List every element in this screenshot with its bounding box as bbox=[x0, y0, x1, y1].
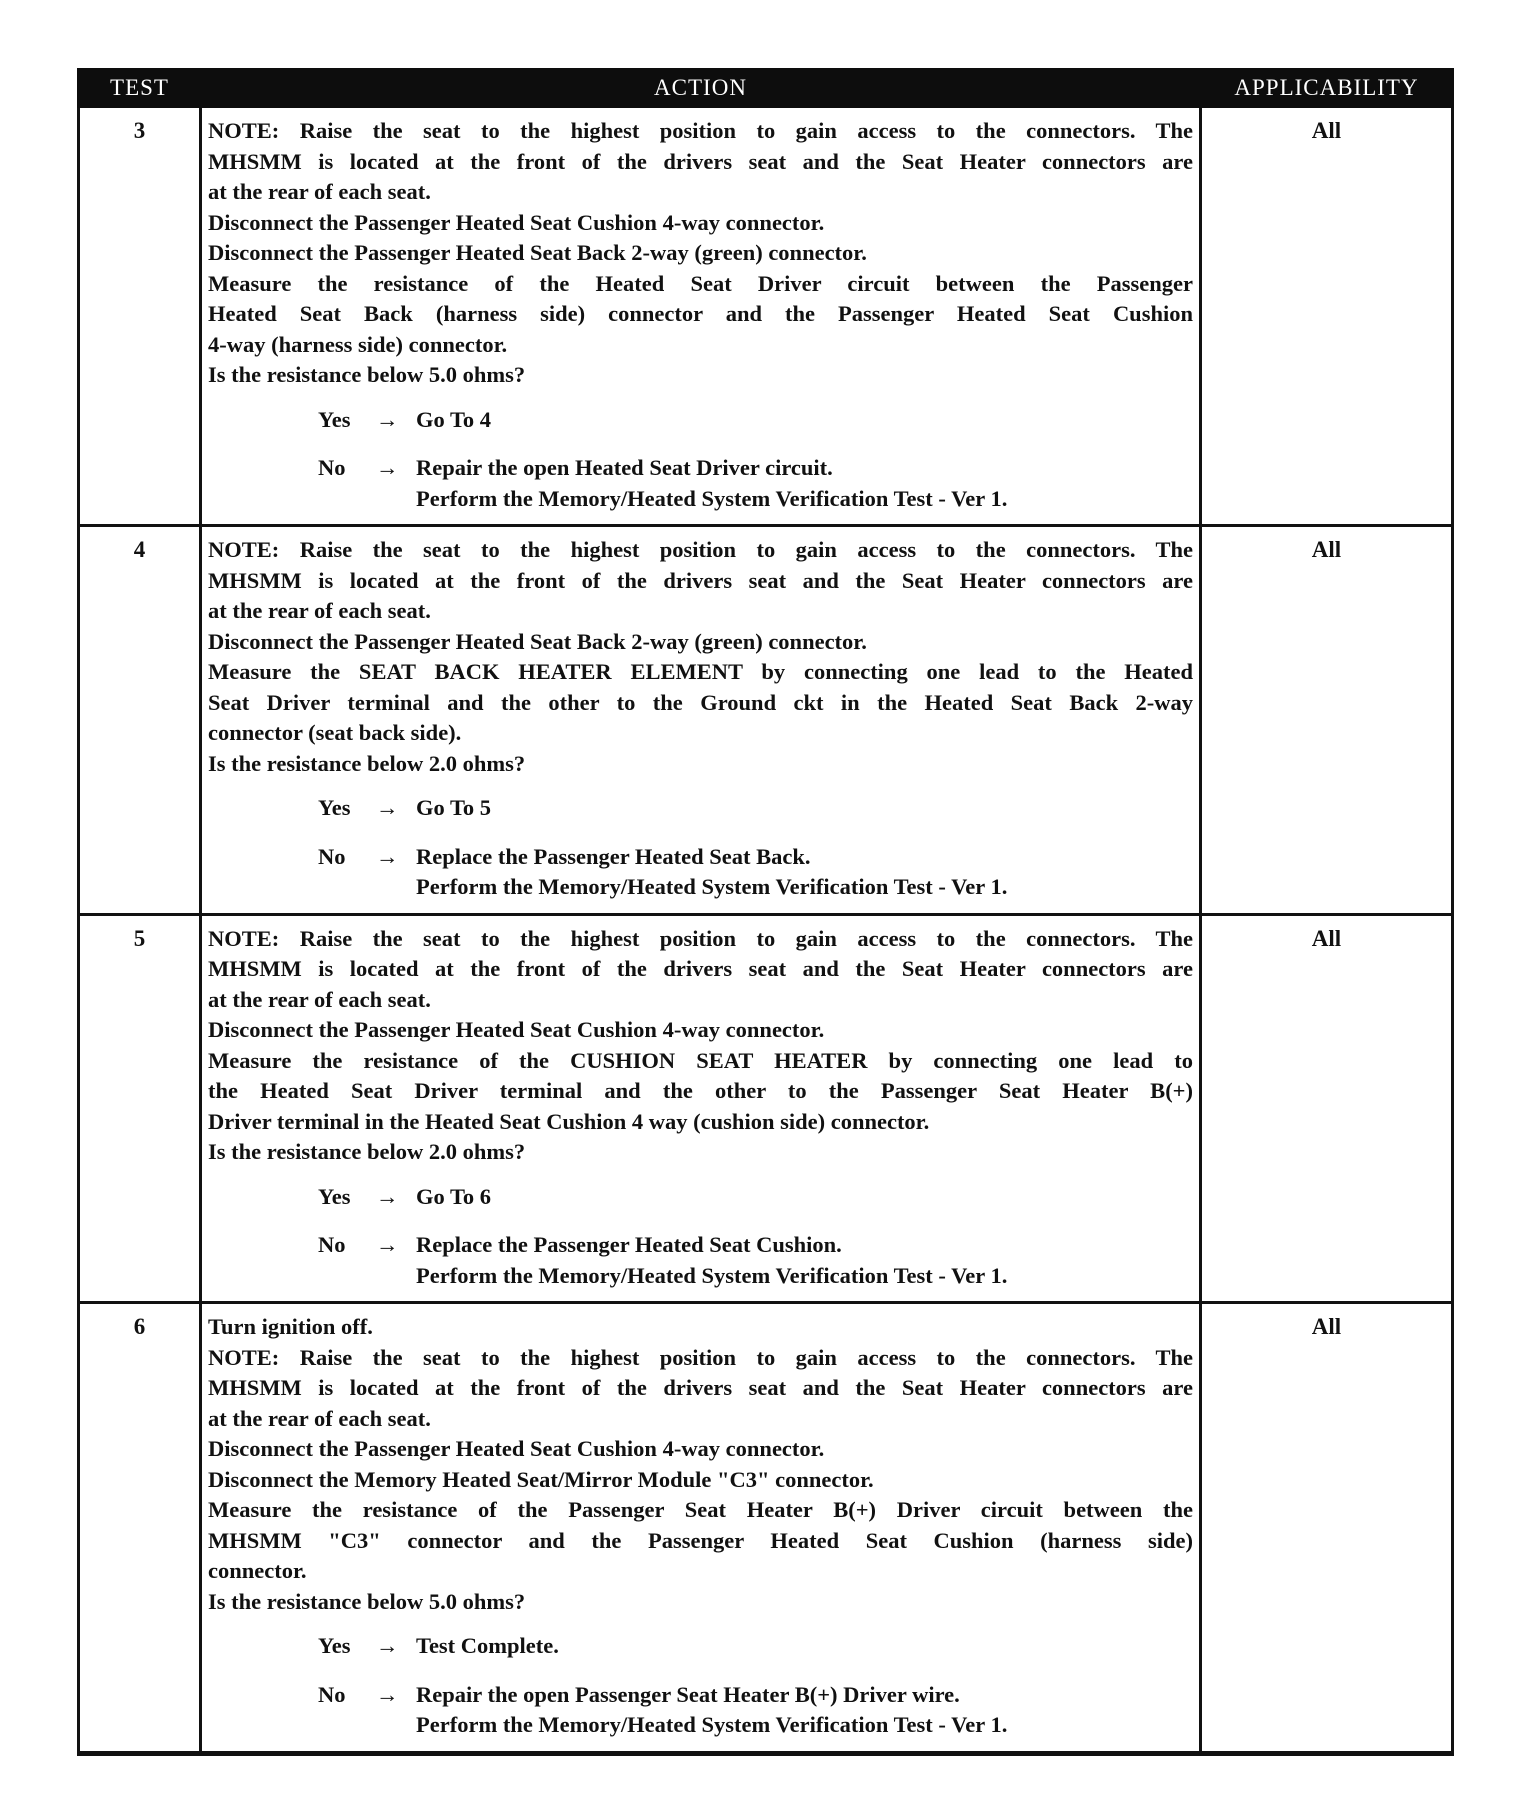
table-row bbox=[79, 526, 1453, 915]
action-line: the Heated Seat Driver terminal and the other to the Passenger Seat Heater B(+) bbox=[208, 1078, 1193, 1103]
action-line: Disconnect the Passenger Heated Seat Cushion 4-way connector. bbox=[208, 1436, 825, 1461]
table-header-row bbox=[79, 70, 1453, 107]
result-line: Perform the Memory/Heated System Verification Test - Ver 1. bbox=[416, 1262, 1008, 1288]
header-action: ACTION bbox=[201, 70, 1201, 107]
action-line: NOTE: Raise the seat to the highest position to gain access to the connectors. The bbox=[208, 925, 1193, 951]
arrow-right-icon: → bbox=[376, 843, 399, 869]
no-answer bbox=[318, 1230, 1193, 1291]
no-label: No bbox=[318, 1681, 346, 1707]
arrow-right-icon: → bbox=[376, 795, 399, 820]
action-line: Is the resistance below 2.0 ohms? bbox=[208, 750, 526, 776]
action-line: MHSMM is located at the front of the drivers seat and the Seat Heater connectors are bbox=[208, 1375, 1193, 1400]
no-result bbox=[416, 453, 1193, 514]
yes-answer bbox=[318, 793, 1193, 824]
table-row bbox=[79, 107, 1453, 526]
action-cell bbox=[201, 1303, 1201, 1754]
action-line: Measure the resistance of the Heated Seat Driver circuit between the Passenger bbox=[208, 270, 1193, 296]
arrow-right-icon: → bbox=[376, 455, 399, 480]
arrow-right-icon: → bbox=[376, 406, 399, 432]
no-answer bbox=[318, 842, 1193, 903]
action-line: MHSMM is located at the front of the drivers seat and the Seat Heater connectors are bbox=[208, 567, 1193, 593]
result-line: Perform the Memory/Heated System Verification Test - Ver 1. bbox=[416, 1712, 1008, 1737]
no-label: No bbox=[318, 1232, 346, 1257]
result-line: Test Complete. bbox=[416, 1633, 559, 1658]
action-line: Driver terminal in the Heated Seat Cushion 4 way (cushion side) connector. bbox=[208, 1108, 930, 1134]
result-line: Repair the open Heated Seat Driver circuit. bbox=[416, 455, 833, 480]
result-line: Go To 5 bbox=[416, 795, 492, 820]
action-line: NOTE: Raise the seat to the highest position to gain access to the connectors. The bbox=[208, 118, 1193, 143]
yes-answer bbox=[318, 405, 1193, 436]
table-body bbox=[79, 107, 1453, 1754]
diagnostic-test-table bbox=[77, 68, 1454, 1756]
action-line: connector. bbox=[208, 1558, 307, 1583]
action-line: MHSMM "C3" connector and the Passenger Heated Seat Cushion (harness side) bbox=[208, 1527, 1193, 1553]
action-line: at the rear of each seat. bbox=[208, 598, 431, 623]
arrow-right-icon: → bbox=[376, 1183, 399, 1209]
result-line: Perform the Memory/Heated System Verification Test - Ver 1. bbox=[416, 874, 1008, 899]
yes-result bbox=[416, 1182, 1193, 1213]
arrow-right-icon: → bbox=[376, 1232, 399, 1257]
action-line: Disconnect the Memory Heated Seat/Mirror Module "C3" connector. bbox=[208, 1466, 874, 1492]
action-line: at the rear of each seat. bbox=[208, 986, 431, 1012]
arrow-right-icon: → bbox=[376, 1633, 399, 1658]
yes-result bbox=[416, 1631, 1193, 1662]
applicability-value: All bbox=[1201, 526, 1453, 915]
yes-label: Yes bbox=[318, 406, 351, 432]
yes-answer bbox=[318, 1182, 1193, 1213]
test-number: 5 bbox=[79, 914, 201, 1303]
action-line: Disconnect the Passenger Heated Seat Back 2-way (green) connector. bbox=[208, 240, 867, 265]
action-line: Disconnect the Passenger Heated Seat Cushion 4-way connector. bbox=[208, 209, 825, 235]
test-number: 6 bbox=[79, 1303, 201, 1754]
header-test: TEST bbox=[79, 70, 201, 107]
action-line: Measure the resistance of the CUSHION SEAT HEATER by connecting one lead to bbox=[208, 1047, 1193, 1073]
action-line: Is the resistance below 5.0 ohms? bbox=[208, 1588, 526, 1614]
action-line: Measure the SEAT BACK HEATER ELEMENT by connecting one lead to the Heated bbox=[208, 659, 1193, 684]
action-line: Heated Seat Back (harness side) connector and the Passenger Heated Seat Cushion bbox=[208, 301, 1193, 326]
action-cell bbox=[201, 914, 1201, 1303]
no-result bbox=[416, 842, 1193, 903]
action-line: at the rear of each seat. bbox=[208, 1405, 431, 1431]
result-line: Repair the open Passenger Seat Heater B(+) Driver wire. bbox=[416, 1681, 960, 1707]
yes-answer bbox=[318, 1631, 1193, 1662]
no-answer bbox=[318, 1680, 1193, 1741]
action-line: Turn ignition off. bbox=[208, 1314, 373, 1339]
result-line: Replace the Passenger Heated Seat Cushion. bbox=[416, 1232, 842, 1257]
yes-label: Yes bbox=[318, 1633, 351, 1658]
no-result bbox=[416, 1680, 1193, 1741]
action-line: connector (seat back side). bbox=[208, 720, 462, 745]
applicability-value: All bbox=[1201, 914, 1453, 1303]
action-line: Measure the resistance of the Passenger Seat Heater B(+) Driver circuit between the bbox=[208, 1497, 1193, 1522]
applicability-value: All bbox=[1201, 1303, 1453, 1754]
action-line: at the rear of each seat. bbox=[208, 179, 431, 204]
header-applicability: APPLICABILITY bbox=[1201, 70, 1453, 107]
yes-result bbox=[416, 793, 1193, 824]
arrow-right-icon: → bbox=[376, 1681, 399, 1707]
applicability-value: All bbox=[1201, 107, 1453, 526]
action-line: NOTE: Raise the seat to the highest position to gain access to the connectors. The bbox=[208, 1344, 1193, 1370]
no-answer bbox=[318, 453, 1193, 514]
action-line: NOTE: Raise the seat to the highest position to gain access to the connectors. The bbox=[208, 537, 1193, 562]
no-label: No bbox=[318, 843, 346, 869]
action-line: Seat Driver terminal and the other to the Ground ckt in the Heated Seat Back 2-way bbox=[208, 689, 1193, 715]
table-row bbox=[79, 914, 1453, 1303]
result-line: Perform the Memory/Heated System Verification Test - Ver 1. bbox=[416, 485, 1008, 511]
action-line: MHSMM is located at the front of the drivers seat and the Seat Heater connectors are bbox=[208, 956, 1193, 981]
no-result bbox=[416, 1230, 1193, 1291]
result-line: Replace the Passenger Heated Seat Back. bbox=[416, 843, 811, 869]
yes-result bbox=[416, 405, 1193, 436]
action-line: Disconnect the Passenger Heated Seat Back 2-way (green) connector. bbox=[208, 628, 867, 654]
action-cell bbox=[201, 107, 1201, 526]
action-line: MHSMM is located at the front of the drivers seat and the Seat Heater connectors are bbox=[208, 148, 1193, 174]
action-line: Is the resistance below 2.0 ohms? bbox=[208, 1139, 526, 1164]
yes-label: Yes bbox=[318, 795, 351, 820]
yes-label: Yes bbox=[318, 1183, 351, 1209]
test-number: 3 bbox=[79, 107, 201, 526]
table-row bbox=[79, 1303, 1453, 1754]
test-number: 4 bbox=[79, 526, 201, 915]
action-line: Is the resistance below 5.0 ohms? bbox=[208, 362, 526, 387]
action-line: Disconnect the Passenger Heated Seat Cushion 4-way connector. bbox=[208, 1017, 825, 1042]
result-line: Go To 4 bbox=[416, 406, 492, 432]
result-line: Go To 6 bbox=[416, 1183, 492, 1209]
diagnostic-table-page bbox=[77, 68, 1451, 1756]
action-line: 4-way (harness side) connector. bbox=[208, 331, 508, 357]
no-label: No bbox=[318, 455, 346, 480]
action-cell bbox=[201, 526, 1201, 915]
